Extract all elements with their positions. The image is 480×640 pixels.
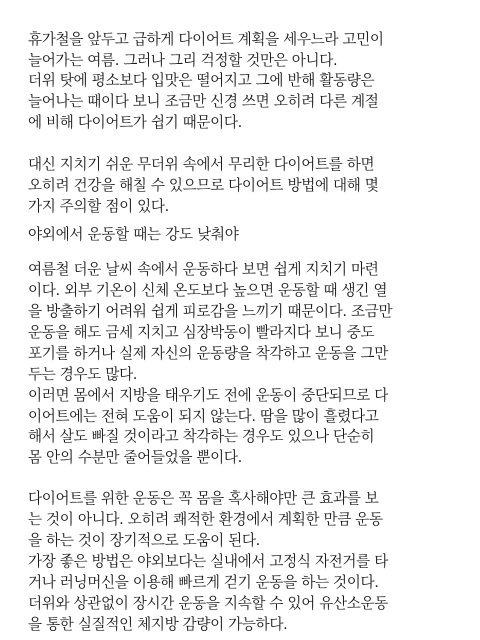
text-line: 가지 주의할 점이 있다. bbox=[28, 198, 169, 216]
text-line: 몸 안의 수분만 줄어들었을 뿐이다. bbox=[28, 449, 242, 467]
text-line: 다이어트를 위한 운동은 꼭 몸을 혹사해야만 큰 효과를 보 bbox=[28, 490, 379, 508]
text-line: 더위와 상관없이 장시간 운동을 지속할 수 있어 유산소운동 bbox=[28, 595, 388, 612]
text-line: 대신 지치기 쉬운 무더위 속에서 무리한 다이어트를 하면 bbox=[28, 156, 375, 174]
text-line: 이다. 외부 기온이 신체 온도보다 높으면 운동할 때 생긴 열 bbox=[28, 281, 388, 299]
text-line: 더위 탓에 평소보다 입맛은 떨어지고 그에 반해 활동량은 bbox=[28, 72, 375, 90]
text-line: 두는 경우도 많다. bbox=[28, 365, 138, 383]
text-line: 에 비해 다이어트가 쉽기 때문이다. bbox=[28, 114, 242, 132]
text-line: 늘어나는 때이다 보니 조금만 신경 쓰면 오히려 다른 계절 bbox=[28, 93, 379, 111]
text-line: 늘어가는 여름. 그러나 그리 걱정할 것만은 아니다. bbox=[28, 51, 338, 69]
text-line: 을 하는 것이 장기적으로 도움이 된다. bbox=[28, 532, 260, 550]
text-line: 을 방출하기 어려워 쉽게 피로감을 느끼기 때문이다. 조금만 bbox=[28, 302, 393, 320]
text-line: 는 것이 아니다. 오히려 쾌적한 환경에서 계획한 만큼 운동 bbox=[28, 511, 383, 529]
text-line: 오히려 건강을 해칠 수 있으므로 다이어트 방법에 대해 몇 bbox=[28, 177, 379, 195]
text-line: 가장 좋은 방법은 야외보다는 실내에서 고정식 자전거를 타 bbox=[28, 553, 388, 571]
text-line: 휴가철을 앞두고 급하게 다이어트 계획을 세우느라 고민이 bbox=[28, 30, 384, 48]
text-line: 운동을 해도 금세 지치고 심장박동이 빨라지다 보니 중도 bbox=[28, 323, 375, 341]
section-heading: 야외에서 운동할 때는 강도 낮춰야 bbox=[28, 225, 239, 243]
text-line: 여름철 더운 날씨 속에서 운동하다 보면 쉽게 지치기 마련 bbox=[28, 260, 379, 278]
text-line: 거나 러닝머신을 이용해 빠르게 걷기 운동을 하는 것이다. bbox=[28, 574, 379, 592]
text-line: 포기를 하거나 실제 자신의 운동량을 착각하고 운동을 그만 bbox=[28, 344, 388, 362]
text-line: 이러면 몸에서 지방을 태우기도 전에 운동이 중단되므로 다 bbox=[28, 386, 388, 404]
text-line: 이어트에는 전혀 도움이 되지 않는다. 땀을 많이 흘렸다고 bbox=[28, 407, 379, 425]
text-line: 을 통한 실질적인 체지방 감량이 가능하다. bbox=[28, 616, 288, 633]
text-line: 해서 살도 빠질 것이라고 착각하는 경우도 있으나 단순히 bbox=[28, 428, 375, 446]
